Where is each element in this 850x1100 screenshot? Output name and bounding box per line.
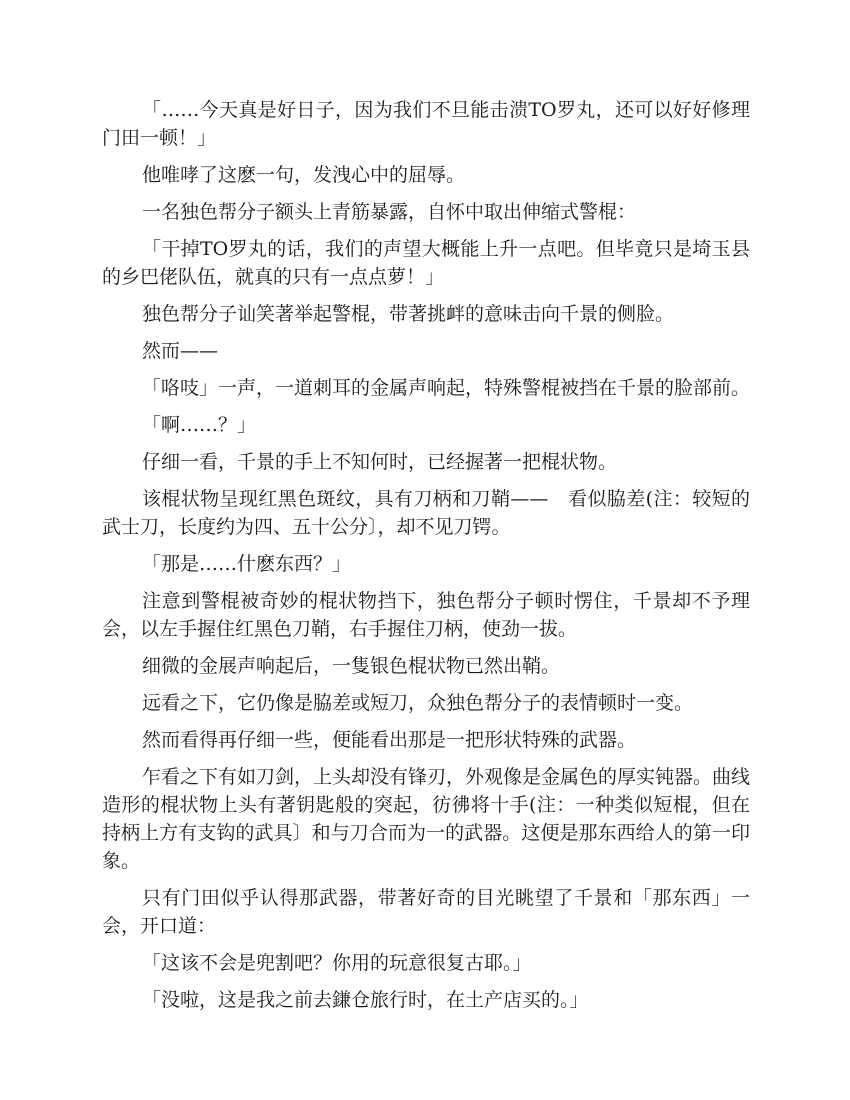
- paragraph: 「啊……？」: [142, 414, 257, 436]
- paragraph: 该棍状物呈现红黑色斑纹，具有刀柄和刀鞘—— 看似脇差(注：较短的武士刀，长度约为四、五十公分〕，却不见刀锷。: [102, 488, 750, 538]
- paragraph: 远看之下，它仍像是脇差或短刀，众独色帮分子的表情顿时一变。: [142, 692, 694, 714]
- paragraph: 乍看之下有如刀剑，上头却没有锋刃，外观像是金属色的厚实钝器。曲线造形的棍状物上头有著钥匙般的突起，彷彿将十手(注：一种类似短棍，但在持柄上方有支钩的武具〕和与刀合而为一的武器。这便是那东西给人的第一印象。: [102, 766, 751, 872]
- paragraph: 一名独色帮分子额头上青筋暴露，自怀中取出伸缩式警棍：: [142, 201, 637, 223]
- paragraph: 然而——: [142, 340, 219, 362]
- paragraph: 「没啦，这是我之前去鎌仓旅行时，在土产店买的。」: [142, 989, 589, 1011]
- paragraph: 仔细一看，千景的手上不知何时，已经握著一把棍状物。: [142, 451, 618, 473]
- paragraph: 「那是……什麽东西？」: [142, 553, 352, 575]
- paragraph: 然而看得再仔细一些，便能看出那是一把形状特殊的武器。: [142, 729, 637, 751]
- document-page: [102, 96, 750, 1023]
- paragraph: 「……今天真是好日子，因为我们不旦能击溃TO罗丸，还可以好好修理门田一顿！」: [102, 99, 750, 149]
- paragraph: 独色帮分子讪笑著举起警棍，带著挑衅的意味击向千景的侧脸。: [142, 303, 675, 325]
- paragraph: 「咯吱」一声，一道刺耳的金属声响起，特殊警棍被挡在千景的脸部前。: [142, 377, 751, 399]
- paragraph: 「干掉TO罗丸的话，我们的声望大概能上升一点吧。但毕竟只是埼玉县的乡巴佬队伍，就真的只有一点点萝！」: [102, 238, 750, 288]
- paragraph: 注意到警棍被奇妙的棍状物挡下，独色帮分子顿时愣住，千景却不予理会，以左手握住红黑色刀鞘，右手握住刀柄，使劲一拔。: [102, 590, 750, 640]
- paragraph: 「这该不会是兜割吧？你用的玩意很复古耶。」: [142, 952, 532, 974]
- paragraph: 细微的金展声响起后，一隻银色棍状物已然出鞘。: [142, 655, 561, 677]
- paragraph: 他唯哮了这麽一句，发洩心中的屈辱。: [142, 164, 466, 186]
- paragraph: 只有门田似乎认得那武器，带著好奇的目光眺望了千景和「那东西」一会，开口道：: [102, 887, 750, 937]
